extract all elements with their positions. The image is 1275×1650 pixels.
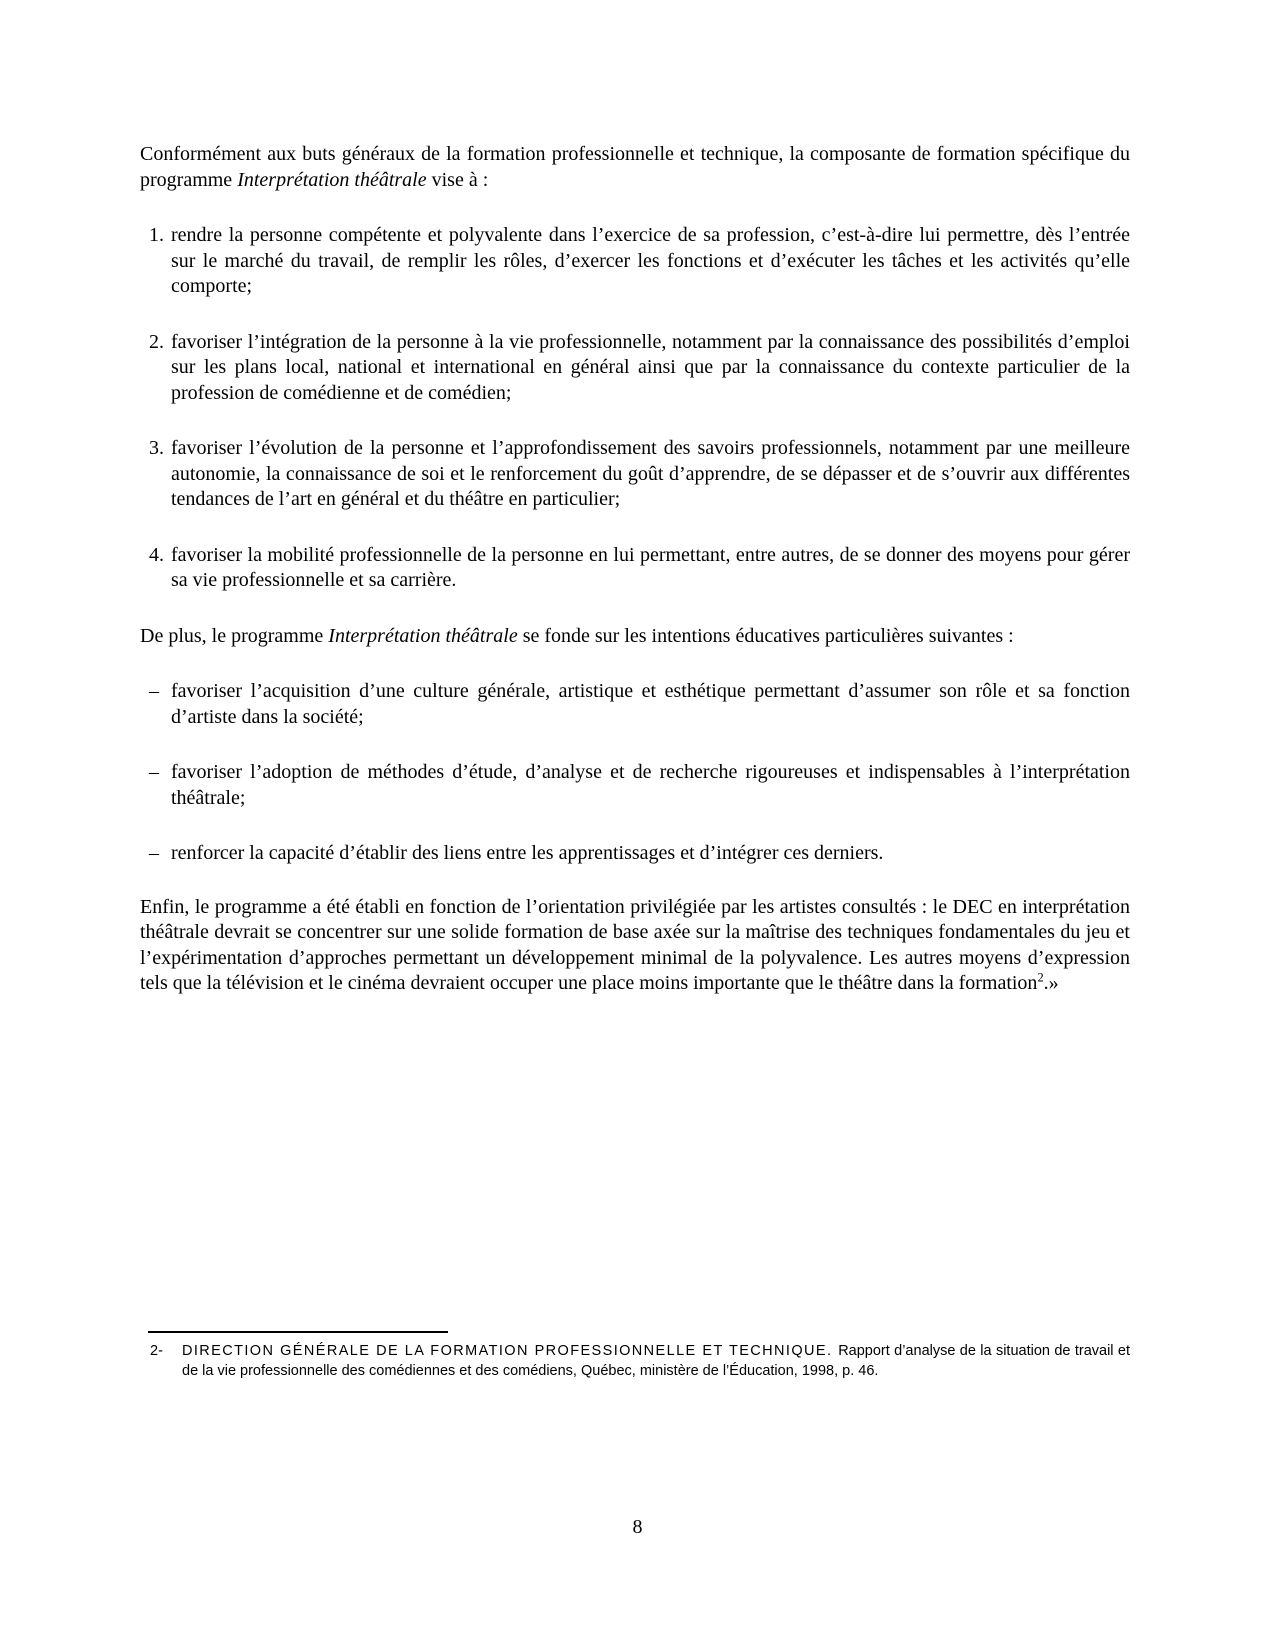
item-number: 4. xyxy=(149,543,164,566)
numbered-list xyxy=(140,223,1130,594)
page-body xyxy=(140,142,1130,997)
numbered-item-4 xyxy=(140,543,1130,594)
item-text: favoriser la mobilité professionnelle de la personne en lui permettant, entre autres, de se donner des moyens pour gérer sa vie professionnelle et sa carrière. xyxy=(171,543,1130,591)
second-intro-paragraph: De plus, le programme Interprétation théâtrale se fonde sur les intentions éducatives particulières suivantes : xyxy=(140,624,1014,647)
numbered-item-2 xyxy=(140,330,1130,407)
numbered-item-1 xyxy=(140,223,1130,300)
item-number: 1. xyxy=(149,224,164,246)
dash-marker: – xyxy=(149,761,159,783)
dash-item-2 xyxy=(140,760,1130,811)
footnote-separator-rule xyxy=(148,1331,448,1333)
intro-paragraph: Conformément aux buts généraux de la formation professionnelle et technique, la composante de formation spécifique du programme Interprétation théâtrale vise à : xyxy=(140,143,1130,191)
item-text: favoriser l’acquisition d’une culture générale, artistique et esthétique permettant d’assumer son rôle et sa fonction d’artiste dans la société; xyxy=(171,680,1130,728)
dash-item-3 xyxy=(140,841,1130,867)
item-text: renforcer la capacité d’établir des liens entre les apprentissages et d’intégrer ces derniers. xyxy=(171,842,884,864)
footnote-area xyxy=(140,1331,1130,1381)
footnote xyxy=(140,1342,1130,1381)
dash-list xyxy=(140,679,1130,867)
item-number: 3. xyxy=(149,437,164,459)
item-text: favoriser l’intégration de la personne à la vie professionnelle, notamment par la connaissance des possibilités d’emploi sur les plans local, national et international en général ainsi que par la connaissance du contexte particulier de la profession de comédienne et de comédien; xyxy=(171,330,1130,404)
item-number: 2. xyxy=(149,330,164,353)
footnote-text: DIRECTION GÉNÉRALE DE LA FORMATION PROFESSIONNELLE ET TECHNIQUE. Rapport d’analyse de la situation de travail et de la vie professionnelle des comédiennes et des comédiens, Québec, ministère de l’Éducation, 1998, p. 46. xyxy=(182,1343,1131,1379)
closing-paragraph: Enfin, le programme a été établi en fonction de l’orientation privilégiée par les artistes consultés : le DEC en interprétation théâtrale devrait se concentrer sur une solide formation de base axée sur la maîtrise des techniques fondamentales du jeu et l’expérimentation d’approches permettant un développement minimal de la polyvalence. Les autres moyens d’expression tels que la télévision et le cinéma devraient occuper une place moins importante que le théâtre dans la formation$^2$.» xyxy=(140,895,1130,994)
item-text: favoriser l’évolution de la personne et l’approfondissement des savoirs professionnels, notamment par une meilleure autonomie, la connaissance de soi et le renforcement du goût d’apprendre, de se dépasser et de s’ouvrir aux différentes tendances de l’art en général et du théâtre en particulier; xyxy=(171,437,1130,510)
numbered-item-3 xyxy=(140,436,1130,513)
dash-marker: – xyxy=(149,680,159,702)
item-text: rendre la personne compétente et polyvalente dans l’exercice de sa profession, c’est-à-dire lui permettre, dès l’entrée sur le marché du travail, de remplir les rôles, d’exercer les fonctions et d’exécuter les tâches et les activités qu’elle comporte; xyxy=(171,224,1130,297)
page-number: 8 xyxy=(632,1516,643,1538)
footnote-marker: 2- xyxy=(150,1343,163,1359)
item-text: favoriser l’adoption de méthodes d’étude, d’analyse et de recherche rigoureuses et indispensables à l’interprétation théâtrale; xyxy=(171,761,1130,809)
dash-marker: – xyxy=(149,842,159,864)
dash-item-1 xyxy=(140,679,1130,730)
